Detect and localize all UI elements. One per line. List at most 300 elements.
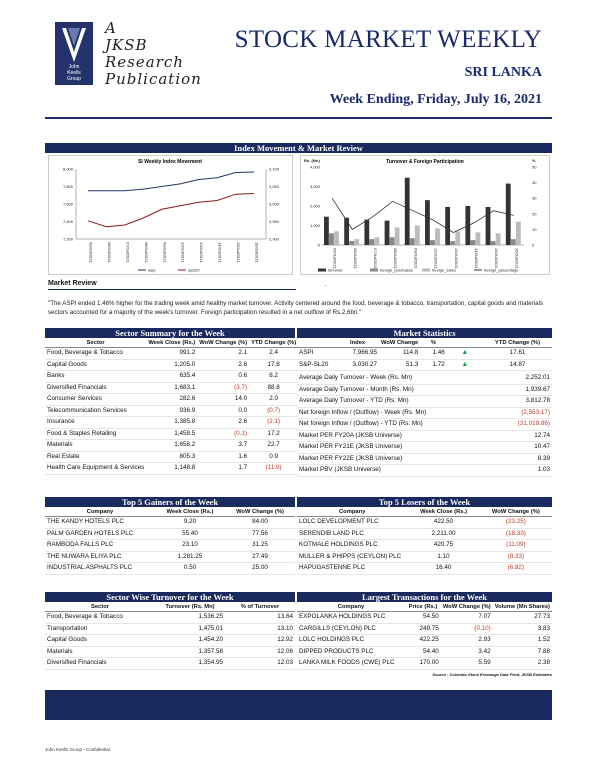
table-cell: 991.2 [146,348,197,360]
table-cell: 2.93 [441,635,493,647]
column-header: % of Turnover [225,604,295,612]
table-row [45,646,295,658]
bar-foreign_purchases [430,240,435,245]
bar-foreign_sales [354,239,359,245]
table-cell: (11.9) [249,463,298,475]
table-cell: 25.00 [225,563,295,575]
table-cell: ▲ [447,359,483,371]
y-tick-label-left: 7,400 [62,219,73,224]
table-row [45,405,298,417]
table-row [45,463,298,475]
table-row [297,528,552,540]
bar-foreign_sales [334,231,339,245]
table-cell: 3.7 [197,440,249,452]
table-cell: (23.25) [480,517,552,529]
logo-group-line: John [68,64,80,70]
market-stats-wrap [297,340,552,477]
sector-turnover-table [45,604,295,670]
market-stats-table [297,373,552,477]
column-header: Price (Rs.) [405,604,441,612]
table-cell: 2.1 [197,348,249,360]
table-cell: 88.8 [249,382,298,394]
table-cell: 0.9 [249,451,298,463]
section-market-stats: Market Statistics [297,328,552,338]
table-cell: 1.03 [497,465,552,477]
table-row [45,635,295,647]
table-cell: Market PER FY20A (JKSB Universe) [297,430,497,442]
x-tick-label: 14/Jul/2021 [474,248,479,269]
table-cell: 1.10 [407,551,479,563]
turnover-chart [300,155,550,275]
bar-turnover [425,200,430,245]
table-cell: 27.49 [225,551,295,563]
table-cell: 51.3 [379,359,420,371]
section-largest-transactions: Largest Transactions for the Week [297,592,552,602]
losers-wrap [297,509,552,575]
table-row [45,417,298,429]
table-cell: 1.72 [420,359,446,371]
table-cell: 1,536.25 [155,612,225,624]
table-cell: Transportation [45,623,155,635]
table-cell: (2.1) [249,417,298,429]
table-header-row [297,509,552,517]
table-cell: DIPPED PRODUCTS PLC [297,646,405,658]
column-header: YTD Change (%) [251,340,297,346]
week-ending: Week Ending, Friday, July 16, 2021 [329,92,542,107]
footer-band [45,690,552,720]
table-cell: Diversified Financials [45,382,146,394]
index-chart-svg [48,155,293,275]
table-cell: 635.4 [146,371,197,383]
table-cell: 14.0 [197,394,249,406]
section-sector-summary: Sector Summary for the Week [45,328,295,338]
table-cell: 7.07 [441,612,493,624]
table-cell: Consumer Services [45,394,146,406]
table-cell: (11.09) [480,540,552,552]
table-row [297,442,552,454]
bar-foreign_sales [516,222,521,245]
table-cell: THE NUWARA ELIYA PLC [45,551,155,563]
table-cell: SERENDIB LAND PLC [297,528,407,540]
table-cell: THE KANDY HOTELS PLC [45,517,155,529]
table-cell: 55.40 [155,528,225,540]
logo-line: Publication [105,70,202,88]
bar-foreign_purchases [410,238,415,245]
y-unit-right: % [532,158,536,163]
gainers-wrap [45,509,295,575]
y-tick-label-left: 0 [317,242,320,248]
table-cell: 2,252.01 [497,373,552,384]
table-cell: Market PBV (JKSB Universe) [297,465,497,477]
x-tick-label: 14/Jul/2021 [217,242,223,263]
table-cell: Materials [45,646,155,658]
table-cell: (8.33) [480,551,552,563]
sector-turnover-wrap [45,604,295,670]
table-cell: KOTMALE HOLDINGS PLC [297,540,407,552]
table-row [45,371,298,383]
turnover-chart-svg [300,155,550,275]
logo-line: JKSB [105,36,148,54]
y-tick-label-right: 3,100 [269,166,280,172]
gainers-table [45,509,295,575]
table-cell: 1,357.58 [155,646,225,658]
table-cell: 14.87 [483,359,552,371]
y-tick-label-right: 40 [532,180,537,186]
table-cell: 16.40 [407,563,479,575]
column-header: Company [297,509,407,517]
legend-swatch [422,269,430,272]
bar-turnover [344,218,349,245]
largest-transactions-wrap [297,604,552,677]
table-row [297,658,552,670]
table-row [45,451,298,463]
table-cell: 17.2 [249,428,298,440]
x-tick-label: 08/Jul/2021 [393,248,399,269]
x-tick-label: 12/Jul/2021 [433,248,439,269]
table-cell: Materials [45,440,146,452]
bar-foreign_sales [395,227,400,245]
table-cell: 420.75 [407,540,479,552]
table-row [45,382,298,394]
x-tick-label: 16/Jul/2021 [514,248,520,269]
table-cell: 5.59 [441,658,493,670]
y-tick-label-left: 4,000 [309,164,320,170]
market-index-table [297,340,552,371]
table-cell: 12.03 [225,658,295,670]
x-tick-label: 15/Jul/2021 [494,248,500,269]
section-top-losers: Top 5 Losers of the Week [297,497,552,507]
column-header: Sector [45,340,146,348]
table-cell: (18.33) [480,528,552,540]
table-cell: 31.25 [225,540,295,552]
table-cell: 54.40 [405,646,441,658]
bar-foreign_sales [496,233,501,245]
table-cell: 22.7 [249,440,298,452]
table-row [297,453,552,465]
table-cell: Telecommunication Services [45,405,146,417]
table-cell: Health Care Equipment & Services [45,463,146,475]
bar-foreign_sales [415,226,420,246]
table-row [45,394,298,406]
table-row [297,348,552,360]
table-cell: 1,281.25 [155,551,225,563]
x-tick-label: 12/Jul/2021 [180,242,186,263]
table-cell: Net foreign Inflow / (Outflow) - YTD (Rs. Mn) [297,419,497,431]
table-cell: 282.6 [146,394,197,406]
table-cell: 3,030.27 [336,359,379,371]
table-cell: (0.1) [197,428,249,440]
chart-title: Turnover & Foreign Participation [386,159,464,165]
table-row [45,359,298,371]
y-tick-label-right: 3,000 [269,201,280,207]
table-cell: 3.83 [493,623,552,635]
table-cell: Food & Staples Retailing [45,428,146,440]
y-tick-label-right: 2,950 [269,219,280,224]
table-cell: ▲ [447,348,483,360]
column-header: Volume (Mn Shares) [493,604,552,612]
section-top-gainers: Top 5 Gainers of the Week [45,497,295,507]
table-row [297,635,552,647]
bar-turnover [324,217,329,245]
table-cell: 1,148.8 [146,463,197,475]
bar-foreign_purchases [349,241,354,245]
table-cell: CARGILLS (CEYLON) PLC [297,623,405,635]
table-cell: 0.6 [197,371,249,383]
table-cell: EXPOLANKA HOLDINGS PLC [297,612,405,624]
y-tick-label-left: 3,000 [309,184,320,189]
bar-turnover [364,220,369,245]
y-tick-label-left: 7,600 [62,201,73,207]
table-cell: (0.7) [249,405,298,417]
legend-label: foreign_percentage [484,267,519,273]
table-cell: 936.9 [146,405,197,417]
data-source-note: Source : Colombo Stock Exchange Data Feed, JKSB Estimates [432,671,552,677]
bar-foreign_sales [476,232,481,245]
section-index-movement: Index Movement & Market Review [45,143,552,153]
table-cell: 805.3 [146,451,197,463]
sector-summary-table-wrap [45,340,295,475]
table-cell: 2.0 [249,394,298,406]
table-cell: 7,966.95 [336,348,379,360]
header-divider [45,117,552,119]
table-cell: ASPI [297,348,336,360]
column-header: Sector [45,604,155,612]
largest-transactions-table [297,604,552,670]
bar-foreign_sales [435,228,440,245]
table-cell: 23.10 [155,540,225,552]
table-cell: 2.38 [493,658,552,670]
table-cell: 27.73 [493,612,552,624]
x-tick-label: 08/Jul/2021 [143,242,149,263]
table-row [297,419,552,431]
table-cell: Average Daily Turnover - YTD (Rs. Mn) [297,396,497,408]
column-header: Week Close (Rs.) [407,509,479,517]
table-cell: 3,812.78 [497,396,552,408]
table-cell: 1,385.8 [146,417,197,429]
table-row [297,384,552,396]
y-tick-label-right: 10 [532,226,537,232]
table-row [297,563,552,575]
y-tick-label-left: 8,000 [62,166,73,172]
table-row [297,430,552,442]
table-cell: 9.20 [155,517,225,529]
table-header-row [45,340,298,348]
bar-foreign_purchases [329,233,334,245]
table-cell: (0.10) [441,623,493,635]
table-cell: MULLER & PHIPPS (CEYLON) PLC [297,551,407,563]
x-tick-label: 16/Jul/2021 [254,242,260,263]
table-cell: (2,553.17) [497,407,552,419]
table-cell: 170.00 [405,658,441,670]
bar-turnover [385,221,390,245]
y-unit-left: Rs. (Mn) [304,158,320,163]
x-tick-label: 09/Jul/2021 [413,248,419,269]
market-review-text: "The ASPI ended 1.46% higher for the trading week amid healthy market turnover. Activity centered around the food, beverage & tobacco, transportation, capital goods and materials sectors accounted for a majority of the week's turnover. Foreign participation resulted in a net outflow of Rs.2.6bn." [48,300,544,316]
table-cell: Food, Beverage & Tobacco [45,348,146,360]
table-row [45,563,295,575]
table-cell: 1,205.0 [146,359,197,371]
table-cell: 3.42 [441,646,493,658]
table-cell: 1,458.5 [146,428,197,440]
table-cell: 1,683.1 [146,382,197,394]
table-cell: Capital Goods [45,359,146,371]
logo-line: A [105,19,117,37]
table-cell: LANKA MILK FOODS (CWE) PLC [297,658,405,670]
y-tick-label-right: 50 [532,164,537,170]
table-cell: 17.8 [249,359,298,371]
table-cell: Capital Goods [45,635,155,647]
table-row [45,528,295,540]
table-header-row [45,604,295,612]
y-tick-label-left: 2,000 [309,203,320,209]
confidential-note: John Keells Group - Confidential [45,747,110,752]
y-tick-label-right: 2,900 [269,236,280,242]
table-cell: 13.10 [225,623,295,635]
legend-label: spsl20 [188,267,200,273]
table-cell: Market PER FY22E (JKSB Universe) [297,453,497,465]
x-tick-label: 09/Jul/2021 [162,242,168,263]
column-header [447,340,483,348]
table-cell: 1.7 [197,463,249,475]
column-header: WoW Change (%) [225,509,295,517]
table-cell: 0.50 [155,563,225,575]
logo-group-text [55,64,93,82]
market-review-dot: . [325,282,327,288]
table-cell: 8.39 [497,453,552,465]
table-cell: Average Daily Turnover - Week (Rs. Mn) [297,373,497,384]
legend-swatch [318,269,326,272]
table-cell: 12.74 [497,430,552,442]
table-row [297,396,552,408]
y-tick-label-right: 0 [532,242,535,248]
column-header: Turnover (Rs. Mn) [155,604,225,612]
bar-foreign_purchases [511,239,516,245]
table-cell: S&P-SL20 [297,359,336,371]
chart-title: SI Weekly Index Movement [138,159,202,165]
logo-line: Research [105,53,184,71]
table-row [297,612,552,624]
market-review-title: Market Review [48,280,97,287]
table-cell: Average Daily Turnover - Month (Rs. Mn) [297,384,497,396]
table-cell: PALM GARDEN HOTELS PLC [45,528,155,540]
bar-foreign_purchases [450,241,455,245]
report-country: SRI LANKA [464,65,542,80]
table-row [297,646,552,658]
column-header: Index [336,340,379,348]
table-header-row [45,509,295,517]
logo-group-line: Keells [67,70,81,76]
table-cell: 12.92 [225,635,295,647]
y-tick-label-left: 7,200 [62,236,73,242]
bar-foreign_purchases [369,239,374,245]
column-header: % [420,340,446,348]
table-cell: 422.25 [405,635,441,647]
table-row [297,465,552,477]
column-header: WoW Change (%) [199,340,248,346]
table-cell: 1.46 [420,348,446,360]
table-header-row [297,340,552,348]
x-tick-label: 07/Jul/2021 [373,248,378,269]
legend-label: turnover [328,267,343,273]
column-header: YTD Change (%) [483,340,552,348]
bar-foreign_purchases [390,237,395,245]
y-tick-label-left: 1,000 [309,223,320,228]
column-header: Week Close (Rs.) [155,509,225,517]
table-header-row [297,604,552,612]
legend-swatch [370,269,378,272]
table-cell: 10.47 [497,442,552,454]
table-cell: 2.6 [197,417,249,429]
y-tick-label-left: 7,800 [62,184,73,189]
table-row [45,440,298,452]
x-tick-label: 09/Jul/2021 [88,242,94,263]
table-row [297,623,552,635]
table-cell: LOLC HOLDINGS PLC [297,635,405,647]
y-tick-label-right: 20 [532,211,537,217]
legend-label: foreign_sales [432,267,456,273]
table-cell: 0.0 [197,405,249,417]
table-cell: Diversified Financials [45,658,155,670]
report-title: STOCK MARKET WEEKLY [234,26,542,53]
jksb-logo [55,22,93,85]
table-cell: (6.82) [480,563,552,575]
table-cell: 2,211.00 [407,528,479,540]
table-cell: 114.8 [379,348,420,360]
table-row [45,428,298,440]
table-row [45,551,295,563]
x-tick-label: 08/Jul/2021 [106,242,112,263]
table-row [297,551,552,563]
column-header: WoW Change [381,340,419,346]
column-header: Week Close (Rs.) [148,340,196,346]
logo-wordmark [105,20,215,88]
market-review-underline [48,289,296,290]
table-cell: (31,019.86) [497,419,552,431]
table-cell: 77.56 [225,528,295,540]
x-tick-label: 13/Jul/2021 [453,248,459,269]
legend-label: aspi [148,267,156,273]
table-row [297,540,552,552]
y-tick-label-right: 30 [532,195,537,201]
table-cell: HAPUGASTENNE PLC [297,563,407,575]
bar-foreign_sales [455,231,460,245]
bar-foreign_purchases [470,240,475,245]
table-row [297,373,552,384]
table-cell: Banks [45,371,146,383]
x-tick-label: 05/Jul/2021 [332,248,338,269]
table-cell: 84.00 [225,517,295,529]
x-tick-label: 06/Jul/2021 [352,248,358,269]
table-cell: RAMBODA FALLS PLC [45,540,155,552]
table-cell: Insurance [45,417,146,429]
column-header [297,340,336,348]
table-row [45,540,295,552]
table-cell: (3.7) [197,382,249,394]
table-cell: LOLC DEVELOPMENT PLC [297,517,407,529]
table-cell: 1.6 [197,451,249,463]
table-cell: INDUSTRIAL ASPHALTS PLC [45,563,155,575]
x-tick-label: 13/Jul/2021 [199,242,205,263]
table-cell: 8.2 [249,371,298,383]
index-chart [48,155,293,275]
sector-summary-table [45,340,298,475]
table-cell: 1,475.01 [155,623,225,635]
table-cell: 1,454.20 [155,635,225,647]
x-tick-label: 07/Jul/2021 [125,242,131,263]
table-cell: 17.61 [483,348,552,360]
bar-foreign_purchases [491,241,496,245]
column-header: WoW Change (%) [480,509,552,517]
